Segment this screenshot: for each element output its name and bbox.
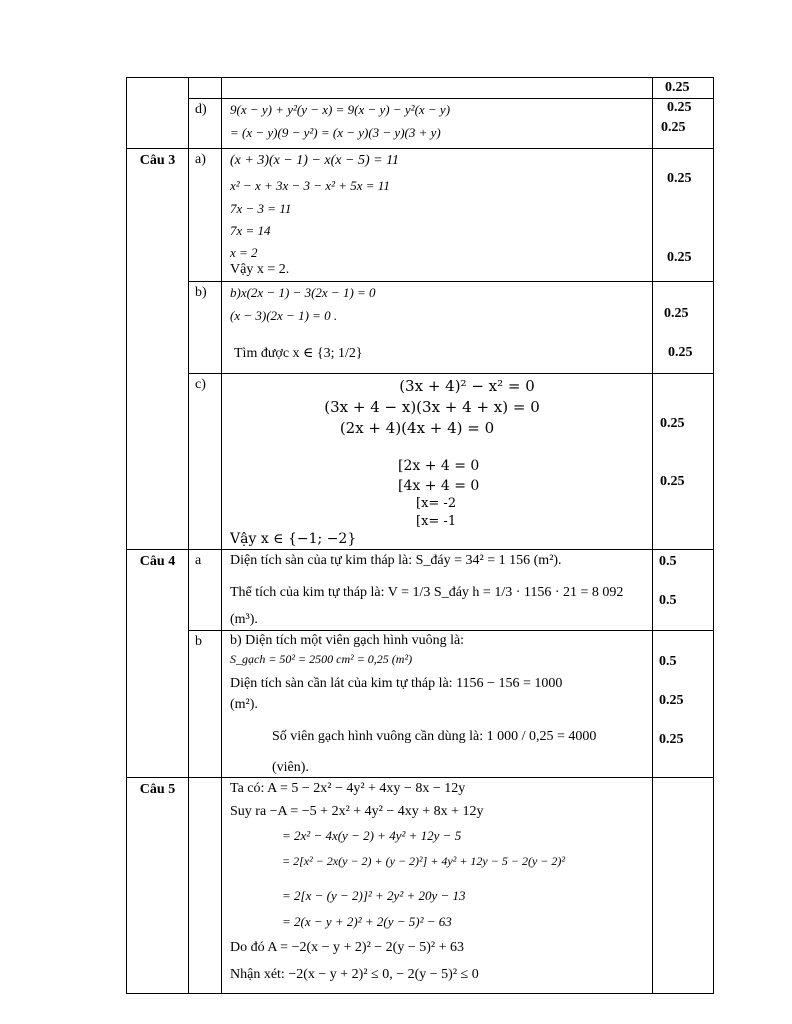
part-label: b	[189, 631, 222, 778]
score-cell	[653, 282, 714, 374]
text-line: Do đó A = −2(x − y + 2)² − 2(y − 5)² + 63	[230, 940, 464, 955]
score: 0.5	[659, 554, 677, 569]
part-label: d)	[189, 99, 222, 149]
part-label	[189, 78, 222, 99]
math-line: = 2[x − (y − 2)]² + 2y² + 20y − 13	[282, 888, 466, 903]
part-label: a)	[189, 149, 222, 282]
table-row	[127, 550, 714, 631]
question-label: Câu 3	[127, 149, 189, 550]
text-line: Thể tích của kim tự tháp là: V = 1/3 S_đáy h = 1/3 · 1156 · 21 = 8 092	[230, 585, 624, 600]
part-label: a	[189, 550, 222, 631]
score-cell	[653, 778, 714, 994]
math-line: (x − 3)(2x − 1) = 0 .	[230, 308, 338, 323]
solution-cell	[222, 78, 653, 99]
score-cell	[653, 78, 714, 99]
part-label: c)	[189, 374, 222, 550]
part-label	[189, 778, 222, 994]
question-label: Câu 5	[127, 778, 189, 994]
answer-table	[126, 77, 714, 994]
math-line: 7x = 14	[230, 223, 271, 238]
text-line: Diện tích sàn cần lát của kim tự tháp là: 1156 − 156 = 1000	[230, 676, 563, 691]
solution-cell	[222, 778, 653, 994]
part-label: b)	[189, 282, 222, 374]
math-line: = 2(x − y + 2)² + 2(y − 5)² − 63	[282, 914, 452, 929]
solution-cell	[222, 99, 653, 149]
math-line: Tìm được x ∈ {3; 1/2}	[234, 346, 363, 361]
math-line: b)x(2x − 1) − 3(2x − 1) = 0	[230, 285, 376, 300]
question-label: Câu 4	[127, 550, 189, 778]
text-line: (m²).	[230, 697, 258, 712]
math-line: [2x + 4 = 0	[398, 458, 480, 474]
math-line: = (x − y)(9 − y²) = (x − y)(3 − y)(3 + y)	[230, 125, 441, 140]
score-cell	[653, 99, 714, 149]
solution-cell	[222, 631, 653, 778]
math-line: [4x + 4 = 0	[398, 478, 480, 494]
text-line: Suy ra −A = −5 + 2x² + 4y² − 4xy + 8x + 12y	[230, 804, 484, 819]
score: 0.25	[668, 345, 693, 360]
question-label	[127, 78, 189, 149]
math-line: [x= -1	[416, 514, 457, 529]
conclusion-text: Vậy x = 2.	[230, 262, 290, 277]
table-row	[127, 99, 714, 149]
score: 0.25	[661, 120, 686, 135]
text-line: Ta có: A = 5 − 2x² − 4y² + 4xy − 8x − 12y	[230, 781, 466, 796]
score: 0.25	[667, 250, 692, 265]
table-row	[127, 78, 714, 99]
score: 0.25	[665, 80, 690, 95]
solution-cell	[222, 282, 653, 374]
math-line: (3x + 4 − x)(3x + 4 + x) = 0	[324, 398, 540, 416]
score: 0.25	[659, 693, 684, 708]
solution-cell	[222, 550, 653, 631]
score: 0.25	[660, 416, 685, 431]
math-line: 7x − 3 = 11	[230, 201, 292, 216]
score: 0.25	[660, 474, 685, 489]
score: 0.25	[664, 306, 689, 321]
score: 0.5	[659, 654, 677, 669]
math-line: S_gạch = 50² = 2500 cm² = 0,25 (m²)	[230, 652, 413, 666]
math-line: = 2x² − 4x(y − 2) + 4y² + 12y − 5	[282, 828, 462, 843]
text-line: (viên).	[272, 760, 309, 775]
text-line: Số viên gạch hình vuông cần dùng là: 1 000 / 0,25 = 4000	[272, 729, 597, 744]
math-line: 9(x − y) + y²(y − x) = 9(x − y) − y²(x − y)	[230, 102, 451, 117]
score-cell	[653, 374, 714, 550]
text-line: Diện tích sàn của tự kim tháp là: S_đáy = 34² = 1 156 (m²).	[230, 553, 562, 568]
math-line: (3x + 4)² − x² = 0	[399, 377, 535, 395]
table-row	[127, 282, 714, 374]
text-line: (m³).	[230, 612, 258, 627]
table-row	[127, 374, 714, 550]
score: 0.5	[659, 593, 677, 608]
math-line: [x= -2	[416, 496, 457, 511]
table-row	[127, 778, 714, 994]
score: 0.25	[667, 100, 692, 115]
score-cell	[653, 149, 714, 282]
table-row	[127, 149, 714, 282]
math-line: x² − x + 3x − 3 − x² + 5x = 11	[230, 178, 390, 193]
table-row	[127, 631, 714, 778]
solution-cell	[222, 149, 653, 282]
score-cell	[653, 550, 714, 631]
score-cell	[653, 631, 714, 778]
math-line: = 2[x² − 2x(y − 2) + (y − 2)²] + 4y² + 12y − 5 − 2(y − 2)²	[282, 854, 565, 868]
math-line: (2x + 4)(4x + 4) = 0	[339, 419, 495, 437]
score: 0.25	[659, 732, 684, 747]
text-line: b) Diện tích một viên gạch hình vuông là:	[230, 633, 465, 648]
solution-cell	[222, 374, 653, 550]
text-line: Nhận xét: −2(x − y + 2)² ≤ 0, − 2(y − 5)² ≤ 0	[230, 967, 479, 982]
math-line: x = 2	[230, 245, 258, 260]
math-line: (x + 3)(x − 1) − x(x − 5) = 11	[230, 153, 400, 168]
conclusion-text: Vậy x ∈ {−1; −2}	[230, 531, 357, 547]
score: 0.25	[667, 171, 692, 186]
